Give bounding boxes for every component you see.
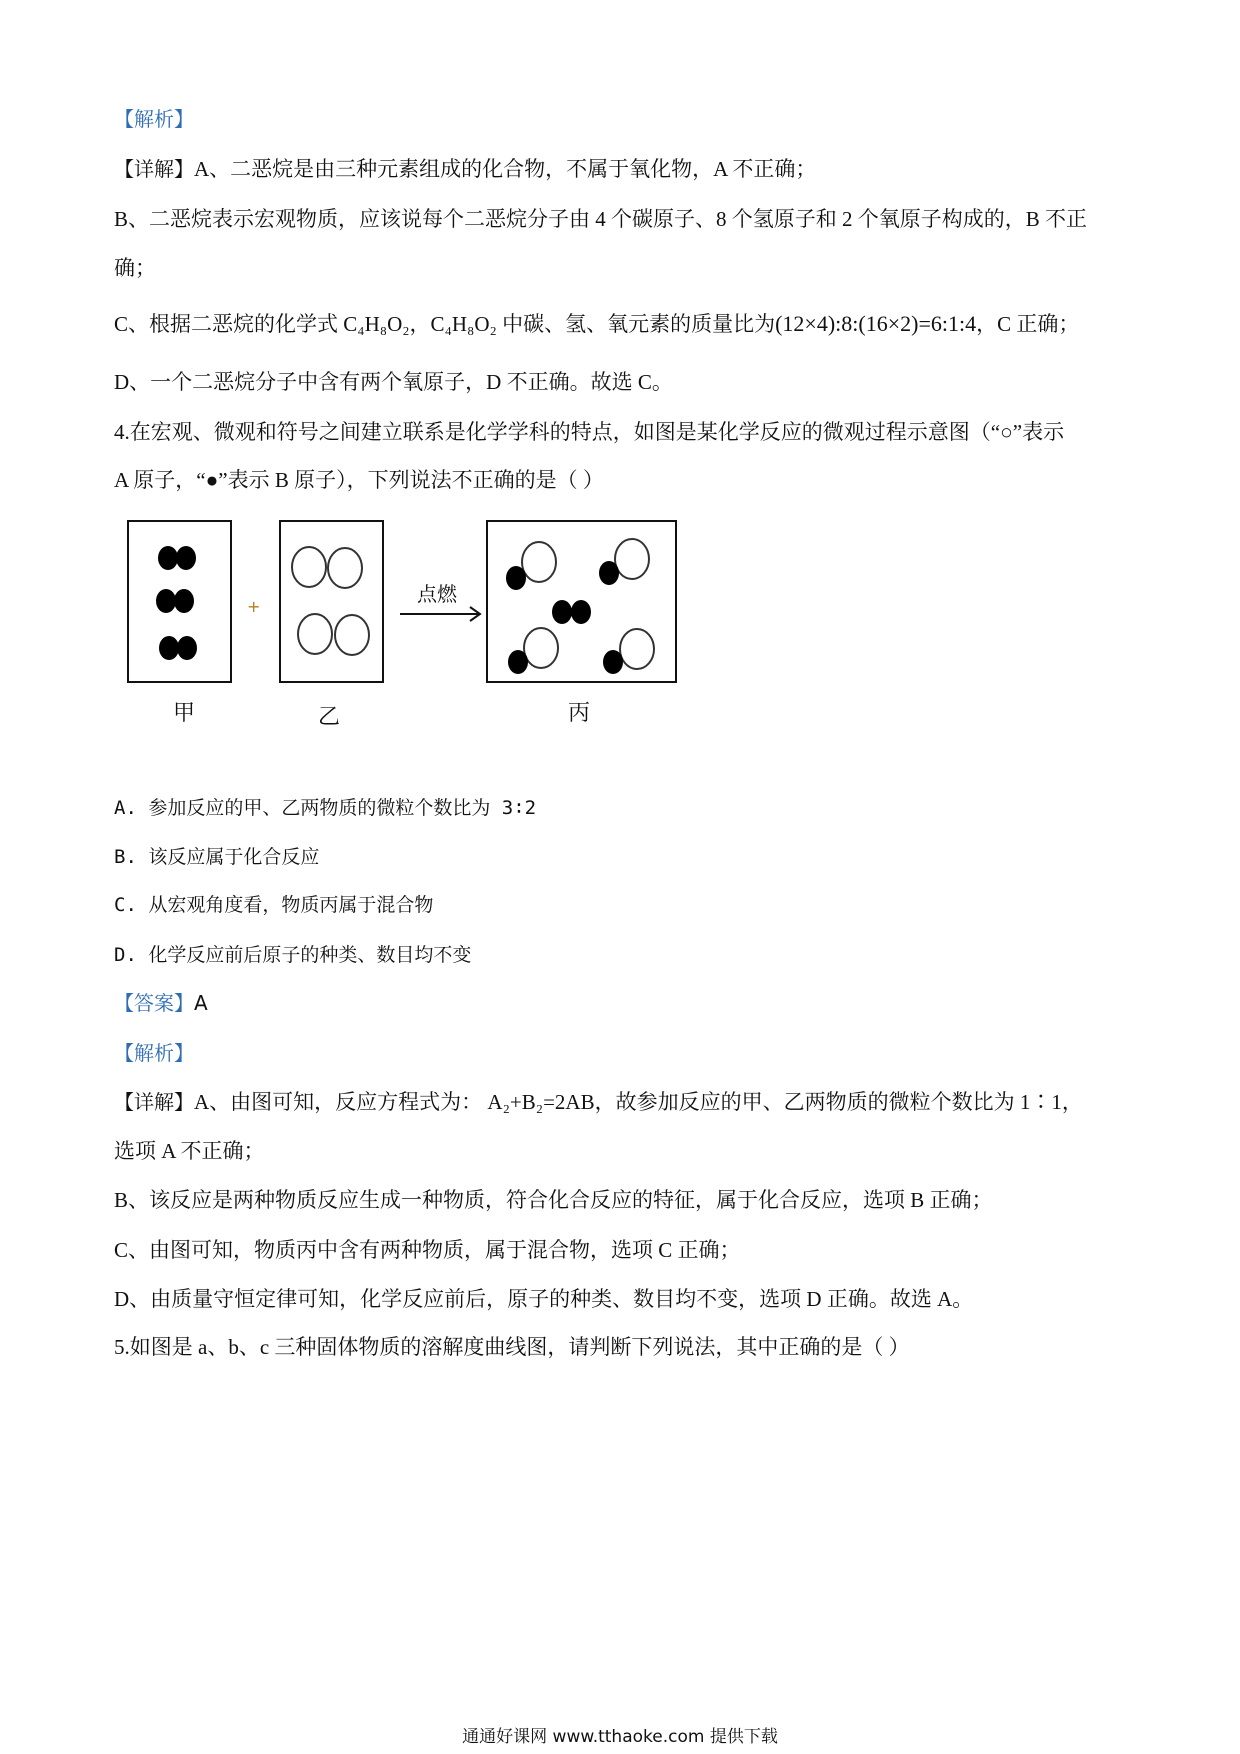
detail-a-text: A、二恶烷是由三种元素组成的化合物，不属于氧化物，A 不正确；	[194, 157, 817, 181]
b2-molecules	[156, 546, 197, 660]
option-d: D. 化学反应前后原子的种类、数目均不变	[114, 944, 472, 966]
answer-value: A	[194, 991, 208, 1015]
option-a: A. 参加反应的甲、乙两物质的微粒个数比为 3∶2	[114, 797, 537, 819]
q4-detail-b: B、该反应是两种物质反应生成一种物质，符合化合反应的特征，属于化合反应，选项 B 正确；	[114, 1188, 993, 1212]
detail-line-d: D、一个二恶烷分子中含有两个氧原子，D 不正确。故选 C。	[114, 370, 673, 394]
detail-line-b2: 确；	[114, 256, 156, 280]
q4-detail-c: C、由图可知，物质丙中含有两种物质，属于混合物，选项 C 正确；	[114, 1238, 741, 1262]
detail-tag-2: 【详解】	[114, 1090, 194, 1114]
reaction-diagram-svg	[0, 0, 1240, 760]
label-yi: 乙	[318, 705, 341, 730]
detail-c-text: C、根据二恶烷的化学式 C₄H₈O₂，C₄H₈O₂ 中碳、氢、氧元素的质量比为	[114, 312, 776, 336]
plus-sign: +	[247, 597, 261, 616]
b2-leftover-molecule	[552, 600, 591, 624]
detail-line-b1: B、二恶烷表示宏观物质，应该说每个二恶烷分子由 4 个碳原子、8 个氢原子和 2 个氧原子构成的，B 不正	[114, 207, 1088, 231]
footer-source: 通通好课网 www.tthaoke.com 提供下载	[462, 1727, 778, 1747]
arrow-icon	[400, 607, 480, 621]
q4-detail-d: D、由质量守恒定律可知，化学反应前后，原子的种类、数目均不变，选项 D 正确。故选 A。	[114, 1287, 974, 1311]
box-yi	[280, 521, 383, 682]
q4-detail-a1-text: A、由图可知，反应方程式为： A₂+B₂=2AB，故参加反应的甲、乙两物质的微粒个数比为 1∶1，	[194, 1090, 1083, 1114]
option-b: B. 该反应属于化合反应	[114, 846, 320, 868]
q4-detail-a2: 选项 A 不正确；	[114, 1139, 265, 1163]
option-c: C. 从宏观角度看，物质丙属于混合物	[114, 894, 434, 916]
question-4-stem-1: 4.在宏观、微观和符号之间建立联系是化学学科的特点，如图是某化学反应的微观过程示意图（“○”表示	[114, 420, 1065, 444]
mass-ratio-formula: (12×4):8:(16×2)=6:1:4	[775, 311, 977, 336]
analysis-heading-2: 【解析】	[114, 1041, 194, 1065]
q4-detail-a1	[114, 1089, 1083, 1115]
ignite-label: 点燃	[417, 582, 457, 606]
a2-molecules	[292, 547, 369, 655]
question-5-stem: 5.如图是 a、b、c 三种固体物质的溶解度曲线图，请判断下列说法，其中正确的是（ ）	[114, 1335, 910, 1359]
label-bing: 丙	[568, 701, 591, 726]
detail-c-end: ，C 正确；	[976, 312, 1080, 336]
answer-tag: 【答案】	[114, 991, 194, 1015]
question-4-stem-2: A 原子，“●”表示 B 原子），下列说法不正确的是（ ）	[114, 468, 604, 492]
detail-tag: 【详解】	[114, 157, 194, 181]
label-jia: 甲	[173, 701, 196, 726]
analysis-heading: 【解析】	[114, 107, 194, 131]
answer-line	[114, 990, 208, 1016]
